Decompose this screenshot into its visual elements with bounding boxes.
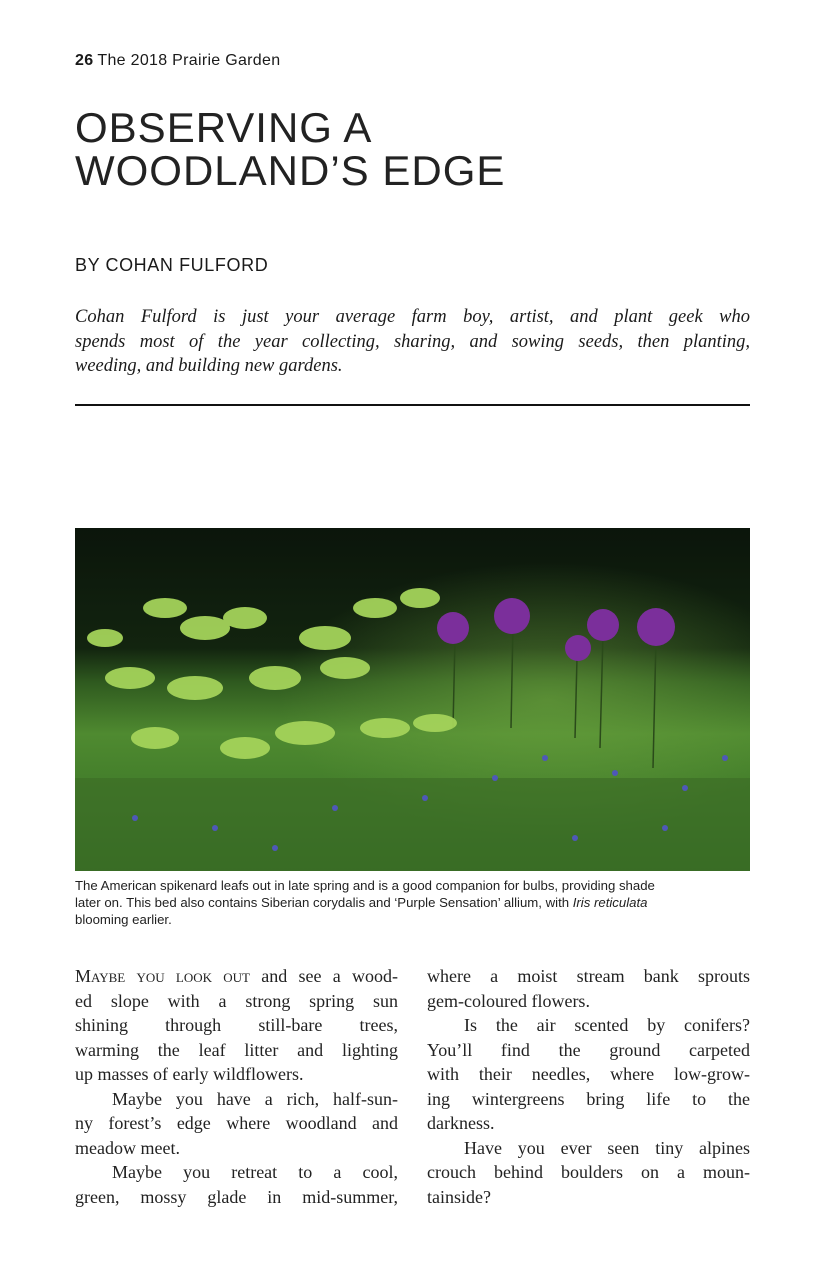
divider-rule: [75, 404, 750, 406]
article-title: [75, 106, 505, 192]
lead-in: Maybe you look out: [75, 966, 250, 986]
photo-caption: [75, 877, 750, 928]
body-line: ing wintergreens bring life to the: [427, 1088, 750, 1109]
body-line: up masses of early wildflowers.: [75, 1064, 304, 1084]
body-line: ny forest’s edge where woodland and: [75, 1113, 398, 1133]
body-line: green, mossy glade in mid-summer,: [75, 1186, 398, 1207]
body-line: darkness.: [427, 1113, 495, 1133]
body-line: Have you ever seen tiny alpines: [464, 1137, 750, 1158]
caption-text: later on. This bed also contains Siberian corydalis and ‘Purple Sensation’ allium, with: [75, 895, 573, 910]
body-column-left: [75, 964, 398, 1209]
caption-line: The American spikenard leafs out in late spring and is a good companion for bulbs, providing shade: [75, 878, 655, 893]
author-bio: [75, 305, 750, 379]
article-photo: [75, 528, 750, 871]
body-line: shining through still-bare trees,: [75, 1015, 398, 1035]
woodland-photo-image: [75, 528, 750, 871]
bio-line: spends most of the year collecting, sharing, and sowing seeds, then planting,: [75, 331, 750, 352]
body-line: ed slope with a strong spring sun: [75, 990, 398, 1011]
body-line: tainside?: [427, 1186, 491, 1207]
body-line: Is the air scented by conifers?: [464, 1015, 750, 1035]
body-line: Maybe you retreat to a cool,: [112, 1162, 398, 1182]
body-line: Maybe you have a rich, half-sun-: [112, 1088, 398, 1109]
body-line: with their needles, where low-grow-: [427, 1064, 750, 1084]
bio-line: weeding, and building new gardens.: [75, 356, 343, 376]
byline: BY COHAN FULFORD: [75, 255, 269, 275]
title-line: WOODLAND’S EDGE: [75, 147, 506, 194]
body-line: warming the leaf litter and lighting: [75, 1039, 398, 1060]
body-line: You’ll find the ground carpeted: [427, 1039, 750, 1060]
caption-species-name: Iris reticulata: [572, 895, 648, 910]
running-header: [75, 52, 280, 70]
body-line: [75, 964, 398, 989]
body-column-right: [427, 964, 750, 1209]
publication-title: The 2018 Prairie Garden: [97, 52, 281, 69]
caption-line: blooming earlier.: [75, 912, 172, 927]
body-line: gem-coloured flowers.: [427, 990, 590, 1011]
body-line: crouch behind boulders on a moun-: [427, 1162, 750, 1182]
body-text: and see a wood-: [249, 966, 398, 986]
page-number: 26: [75, 52, 94, 69]
body-line: where a moist stream bank sprouts: [427, 966, 750, 986]
body-line: meadow meet.: [75, 1137, 180, 1158]
title-line: OBSERVING A: [75, 104, 373, 151]
bio-line: Cohan Fulford is just your average farm boy, artist, and plant geek who: [75, 307, 750, 327]
